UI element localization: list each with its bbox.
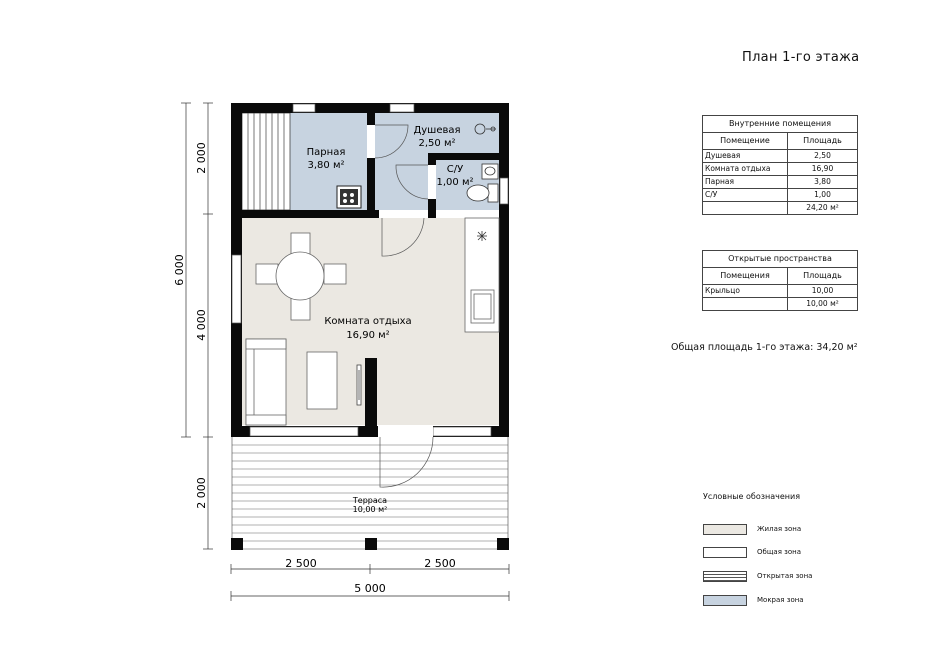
room-area-su: 1,00 м² — [436, 177, 474, 188]
tv-stand — [357, 365, 361, 405]
table-cell-room: Парная — [703, 176, 788, 189]
room-area-dushevaya: 2,50 м² — [418, 138, 456, 149]
stove-top-icon — [477, 231, 487, 241]
table-row — [703, 150, 858, 163]
legend-swatch-common — [703, 547, 747, 558]
sauna-bench — [242, 113, 290, 210]
terrace-post-middle — [365, 538, 377, 550]
legend-label-wet: Мокрая зона — [757, 596, 804, 604]
table-total-row — [703, 298, 858, 311]
terrace-post-left — [231, 538, 243, 550]
dim-left-bottom: 2 000 — [195, 477, 208, 509]
room-area-komnata: 16,90 м² — [346, 330, 390, 341]
table-row — [703, 176, 858, 189]
internal-col-room: Помещение — [703, 133, 788, 150]
internal-col-area: Площадь — [788, 133, 858, 150]
dim-bottom-left: 2 500 — [285, 557, 317, 570]
sink-icon — [482, 164, 498, 179]
legend-swatch-open — [703, 571, 747, 582]
legend-swatch-living — [703, 524, 747, 535]
legend-title: Условные обозначения — [703, 492, 801, 501]
dushevaya-floor-lower — [375, 153, 428, 210]
table-cell-room: С/У — [703, 189, 788, 202]
dim-left-middle: 4 000 — [195, 309, 208, 341]
table-cell-area: 3,80 — [788, 176, 858, 189]
open-col-room: Помещения — [703, 268, 788, 285]
legend-label-open: Открытая зона — [757, 572, 813, 580]
table-cell-area: 1,00 — [788, 189, 858, 202]
sofa — [246, 339, 286, 425]
dim-bottom-right: 2 500 — [424, 557, 456, 570]
room-area-parnaya: 3,80 м² — [307, 160, 345, 171]
open-col-area: Площадь — [788, 268, 858, 285]
coffee-table — [307, 352, 337, 409]
open-total: 10,00 м² — [788, 298, 858, 311]
terrace-post-right — [497, 538, 509, 550]
table-cell-room: Комната отдыха — [703, 163, 788, 176]
internal-rooms-table — [702, 115, 858, 215]
table-cell-area: 10,00 — [788, 285, 858, 298]
internal-total: 24,20 м² — [788, 202, 858, 215]
open-spaces-table — [702, 250, 858, 311]
room-name-su: С/У — [446, 164, 464, 175]
dim-bottom-total: 5 000 — [354, 582, 386, 595]
legend-label-living: Жилая зона — [757, 525, 802, 533]
table-cell-area: 16,90 — [788, 163, 858, 176]
room-name-dushevaya: Душевая — [413, 125, 461, 136]
dim-left-total: 6 000 — [173, 254, 186, 286]
table-row — [703, 189, 858, 202]
sauna-stove-icon — [337, 186, 361, 208]
room-name-parnaya: Парная — [306, 147, 346, 158]
terrace-deck — [232, 437, 508, 549]
table-row — [703, 285, 858, 298]
open-table-caption: Открытые пространства — [703, 251, 858, 268]
room-name-terrasa: Терраса — [352, 496, 388, 505]
page-title: План 1-го этажа — [742, 50, 860, 65]
table-row — [703, 163, 858, 176]
dim-left-top: 2 000 — [195, 142, 208, 174]
table-cell-room: Крыльцо — [703, 285, 788, 298]
table-cell-area: 2,50 — [788, 150, 858, 163]
table-total-row — [703, 202, 858, 215]
room-area-terrasa: 10,00 м² — [352, 505, 388, 514]
table-cell-room: Душевая — [703, 150, 788, 163]
legend-label-common: Общая зона — [757, 548, 802, 556]
internal-table-caption: Внутренние помещения — [703, 116, 858, 133]
legend-swatch-wet — [703, 595, 747, 606]
total-area: Общая площадь 1-го этажа: 34,20 м² — [671, 342, 858, 353]
room-name-komnata: Комната отдыха — [324, 316, 412, 327]
